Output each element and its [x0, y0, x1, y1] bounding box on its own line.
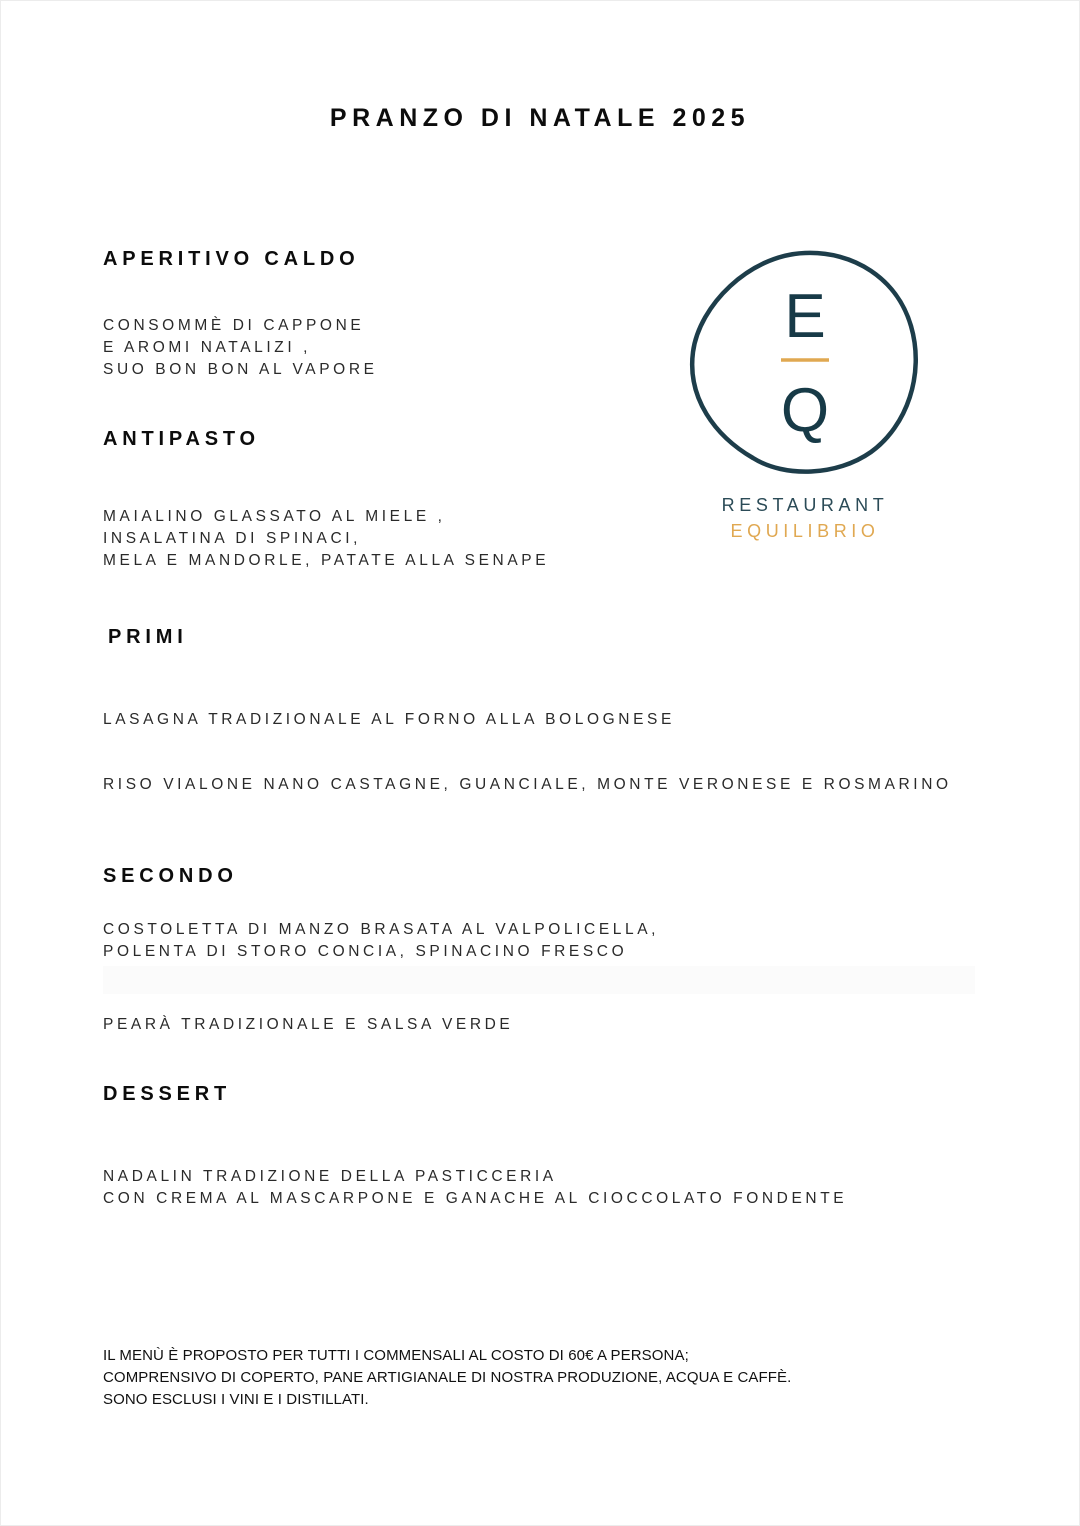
faint-divider: [103, 966, 975, 994]
dish-dessert: [103, 1166, 847, 1210]
dish-secondo: [103, 919, 659, 963]
dish-line: SUO BON BON AL VAPORE: [103, 361, 378, 378]
logo-letter-e: E: [784, 282, 826, 351]
dish-secondo-side: PEARÀ TRADIZIONALE E SALSA VERDE: [103, 1016, 514, 1033]
logo-restaurant-text: RESTAURANT: [721, 495, 889, 515]
note-line: COMPRENSIVO DI COPERTO, PANE ARTIGIANALE DI NOSTRA PRODUZIONE, ACQUA E CAFFÈ.: [103, 1369, 792, 1386]
menu-title: PRANZO DI NATALE 2025: [329, 104, 751, 132]
logo-equilibrio-text: EQUILIBRIO: [730, 521, 880, 541]
dish-line: MAIALINO GLASSATO AL MIELE ,: [103, 508, 446, 525]
dish-line: E AROMI NATALIZI ,: [103, 339, 312, 356]
section-heading-secondo: SECONDO: [103, 865, 238, 887]
section-heading-dessert: DESSERT: [103, 1083, 232, 1105]
dish-antipasto: [103, 506, 549, 572]
dish-primi-1: LASAGNA TRADIZIONALE AL FORNO ALLA BOLOGNESE: [103, 711, 675, 728]
logo-letter-q: Q: [780, 376, 830, 445]
section-heading-antipasto: ANTIPASTO: [103, 428, 260, 450]
dish-line: MELA E MANDORLE, PATATE ALLA SENAPE: [103, 552, 550, 569]
note-line: SONO ESCLUSI I VINI E I DISTILLATI.: [103, 1391, 369, 1408]
section-heading-aperitivo: APERITIVO CALDO: [103, 248, 360, 270]
dish-line: CONSOMMÈ DI CAPPONE: [103, 317, 365, 334]
dish-line: NADALIN TRADIZIONE DELLA PASTICCERIA: [103, 1168, 557, 1185]
dish-line: INSALATINA DI SPINACI,: [103, 530, 362, 547]
dish-line: POLENTA DI STORO CONCIA, SPINACINO FRESCO: [103, 943, 628, 960]
dish-line: CON CREMA AL MASCARPONE E GANACHE AL CIOCCOLATO FONDENTE: [103, 1190, 848, 1207]
restaurant-logo: [685, 248, 925, 548]
dish-primi-2: RISO VIALONE NANO CASTAGNE, GUANCIALE, MONTE VERONESE E ROSMARINO: [103, 776, 952, 793]
dish-aperitivo: [103, 315, 378, 381]
dish-line: COSTOLETTA DI MANZO BRASATA AL VALPOLICELLA,: [103, 921, 660, 938]
note-line: IL MENÙ È PROPOSTO PER TUTTI I COMMENSALI AL COSTO DI 60€ A PERSONA;: [103, 1347, 689, 1364]
pricing-note: [103, 1345, 791, 1411]
section-heading-primi: PRIMI: [108, 626, 188, 648]
